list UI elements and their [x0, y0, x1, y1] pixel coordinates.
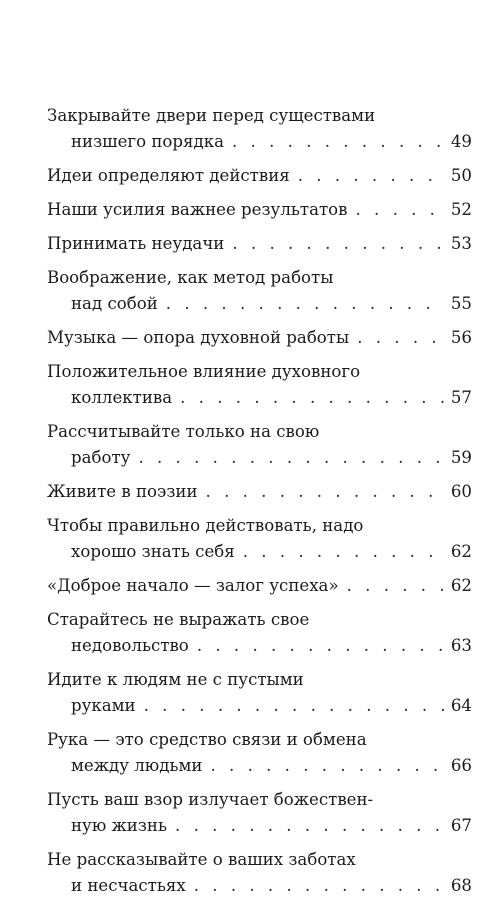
toc-entry — [47, 265, 472, 317]
toc-page-number: 63 — [450, 636, 472, 655]
dot-leader — [175, 813, 444, 839]
toc-entry — [47, 727, 472, 779]
toc-entry — [47, 325, 472, 351]
dot-leader — [197, 633, 444, 659]
toc-entry-title-line: «Доброе начало — залог успеха» — [47, 576, 339, 595]
toc-entry-title-line: недовольство — [71, 636, 189, 655]
toc-entry-title-line: Чтобы правильно действовать, надо — [47, 516, 364, 535]
toc-entry-last-line — [47, 325, 472, 351]
toc-page-number: 59 — [450, 448, 472, 467]
toc-entry — [47, 103, 472, 155]
dot-leader — [347, 573, 444, 599]
toc-entry-title-line: Воображение, как метод работы — [47, 268, 334, 287]
toc-entry-title-line: Пусть ваш взор излучает божествен- — [47, 790, 374, 809]
toc-entry-last-line — [47, 197, 472, 223]
toc-entry-title-line: Старайтесь не выражать свое — [47, 610, 310, 629]
toc-page-number: 57 — [450, 388, 472, 407]
toc-entry — [47, 667, 472, 719]
toc-page-number: 55 — [450, 294, 472, 313]
toc-entry-title-line: Наши усилия важнее результатов — [47, 200, 348, 219]
toc-page-number: 67 — [450, 816, 472, 835]
toc-page-number: 60 — [450, 482, 472, 501]
toc-page-number: 64 — [450, 696, 472, 715]
toc-entry-title-line: Закрывайте двери перед существами — [47, 106, 376, 125]
dot-leader — [298, 163, 444, 189]
toc-entry-title-line: Рука — это средство связи и обмена — [47, 730, 367, 749]
toc-entry-title-line: Рассчитывайте только на свою — [47, 422, 320, 441]
toc-entry — [47, 359, 472, 411]
toc-page-number: 68 — [450, 876, 472, 895]
toc-entry-title-line: руками — [71, 696, 136, 715]
toc-entry-last-line — [47, 163, 472, 189]
toc-entry-last-line — [47, 873, 472, 899]
toc-entry — [47, 163, 472, 189]
toc-entry — [47, 231, 472, 257]
toc-entry-last-line — [47, 813, 472, 839]
toc-entry — [47, 479, 472, 505]
toc-entry-last-line — [47, 479, 472, 505]
toc-entry-last-line — [47, 753, 472, 779]
toc-entry-title-line: Положительное влияние духовного — [47, 362, 361, 381]
toc-entry-title-line: ную жизнь — [71, 816, 168, 835]
dot-leader — [355, 197, 444, 223]
dot-leader — [210, 753, 444, 779]
toc-page-number: 62 — [450, 576, 472, 595]
toc-entry-last-line — [47, 385, 472, 411]
toc-entry — [47, 787, 472, 839]
toc-page-number: 53 — [450, 234, 472, 253]
toc-entry-title-line: между людьми — [71, 756, 203, 775]
toc-entry-title-line: Идеи определяют действия — [47, 166, 290, 185]
dot-leader — [138, 445, 444, 471]
toc-entry-title-line: Принимать неудачи — [47, 234, 225, 253]
toc-entry-title-line: хорошо знать себя — [71, 542, 235, 561]
toc-entry — [47, 847, 472, 899]
toc-entry-title-line: коллектива — [71, 388, 173, 407]
table-of-contents — [47, 103, 472, 907]
dot-leader — [357, 325, 444, 351]
dot-leader — [243, 539, 444, 565]
toc-entry — [47, 419, 472, 471]
toc-page-number: 56 — [450, 328, 472, 347]
toc-entry — [47, 513, 472, 565]
toc-entry-title-line: Живите в поэзии — [47, 482, 198, 501]
toc-entry-title-line: работу — [71, 448, 131, 467]
toc-entry-title-line: и несчастьях — [71, 876, 186, 895]
dot-leader — [232, 231, 444, 257]
toc-entry-last-line — [47, 291, 472, 317]
dot-leader — [232, 129, 444, 155]
toc-entry-last-line — [47, 539, 472, 565]
toc-entry-title-line: Музыка — опора духовной работы — [47, 328, 350, 347]
dot-leader — [144, 693, 444, 719]
toc-page-number: 50 — [450, 166, 472, 185]
toc-entry-title-line: Идите к людям не с пустыми — [47, 670, 304, 689]
toc-entry-last-line — [47, 693, 472, 719]
toc-entry — [47, 573, 472, 599]
toc-page-number: 52 — [450, 200, 472, 219]
dot-leader — [180, 385, 444, 411]
toc-entry-last-line — [47, 633, 472, 659]
dot-leader — [166, 291, 444, 317]
dot-leader — [206, 479, 444, 505]
toc-entry-last-line — [47, 573, 472, 599]
toc-entry-last-line — [47, 445, 472, 471]
toc-entry — [47, 197, 472, 223]
toc-entry-title-line: Не рассказывайте о ваших заботах — [47, 850, 356, 869]
dot-leader — [194, 873, 444, 899]
toc-entry-title-line: над собой — [71, 294, 158, 313]
toc-page-number: 49 — [450, 132, 472, 151]
toc-entry-last-line — [47, 129, 472, 155]
toc-entry-last-line — [47, 231, 472, 257]
toc-page-number: 62 — [450, 542, 472, 561]
toc-entry-title-line: низшего порядка — [71, 132, 224, 151]
toc-page-number: 66 — [450, 756, 472, 775]
toc-entry — [47, 607, 472, 659]
